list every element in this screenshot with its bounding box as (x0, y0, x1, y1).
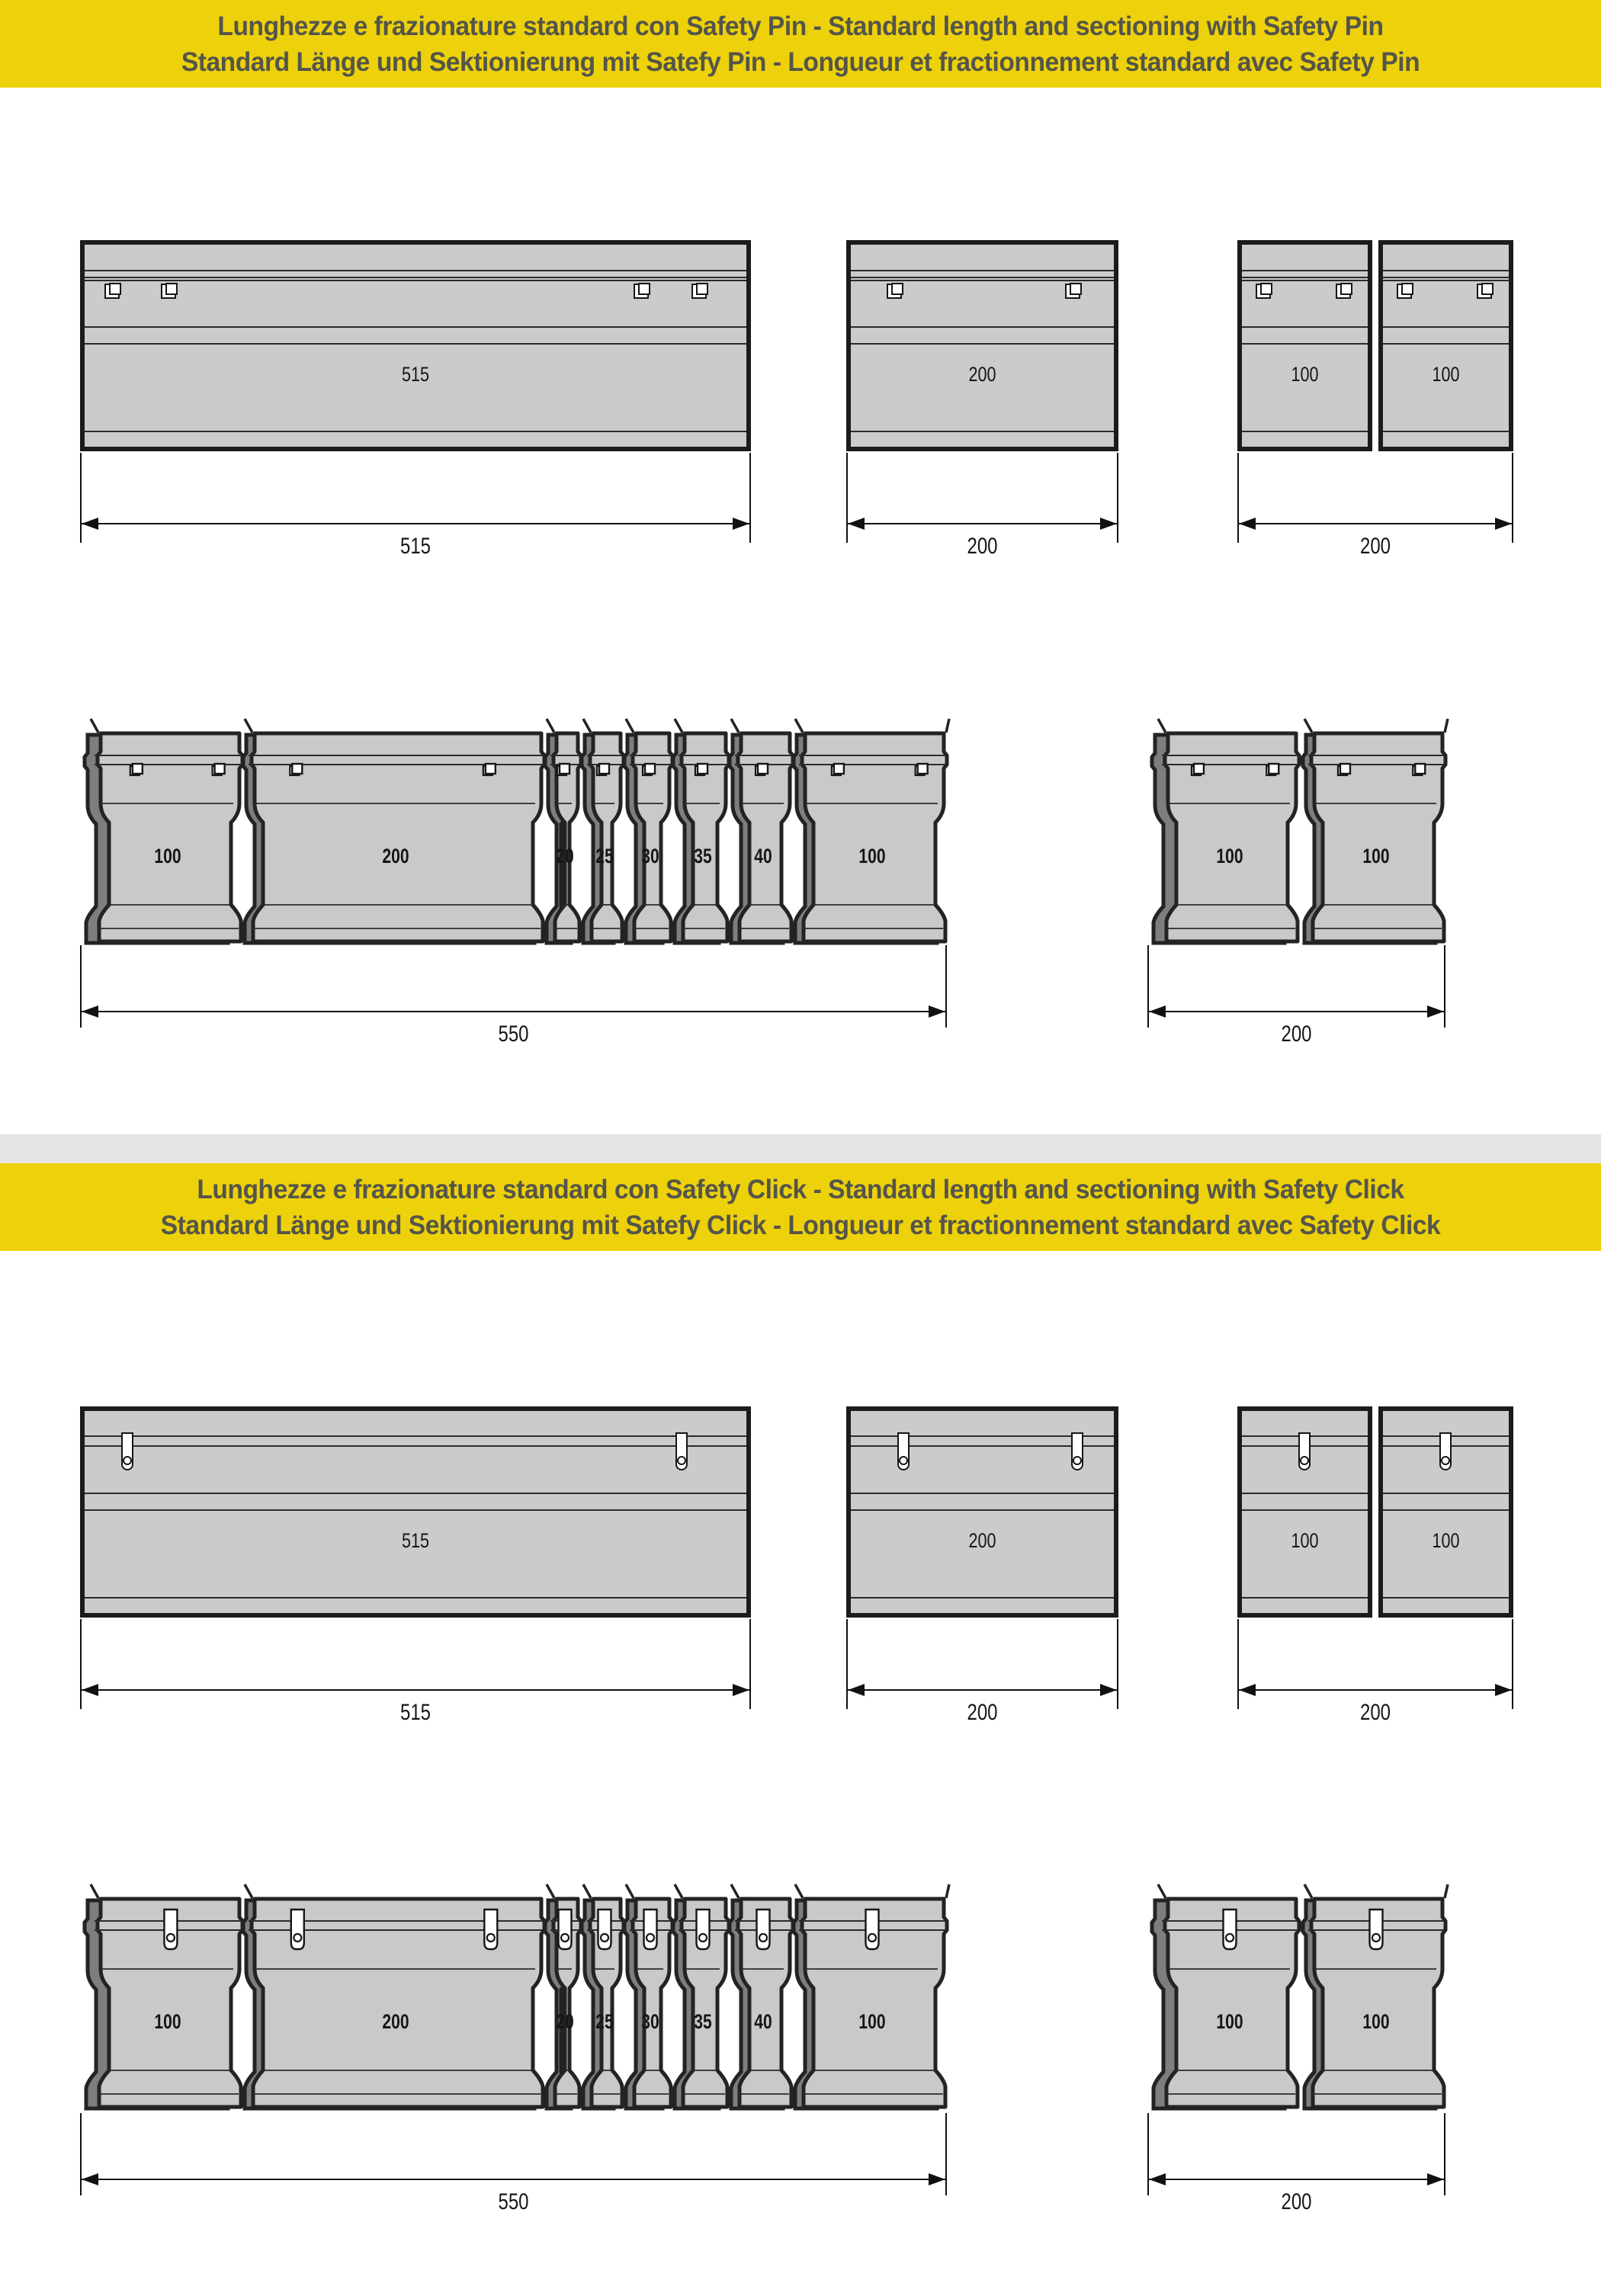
safety-pin-icon (695, 764, 707, 775)
safety-pin-icon (1070, 283, 1082, 295)
profile-group-550-click (93, 1896, 947, 2111)
dimension-line (848, 523, 1117, 524)
profile-segment-shape (586, 1896, 624, 2111)
safety-click-icon (1224, 1910, 1237, 1949)
banner-safety-click (0, 1163, 1601, 1251)
extension-line (1512, 1619, 1513, 1709)
dimension-515 (80, 453, 751, 567)
profile-segment-100 (797, 1896, 947, 2111)
dimension-label: 550 (498, 2189, 529, 2214)
profile-segment-100 (797, 730, 947, 945)
safety-pin-icon (1340, 283, 1352, 295)
profile-segment-shape (1160, 730, 1299, 945)
profile-line (851, 1597, 1114, 1599)
profile-line (851, 280, 1114, 281)
length-label: 100 (1432, 1529, 1460, 1552)
segment-length-label: 200 (382, 2010, 409, 2033)
dimension-label: 200 (1281, 1021, 1312, 1047)
banner-safety-pin (0, 0, 1601, 88)
profile-segment-shape (1160, 1896, 1299, 2111)
profile-segment-shape (93, 1896, 242, 2111)
safety-pin-icon (597, 764, 609, 775)
profile-line (851, 1509, 1114, 1511)
dimension-label: 515 (399, 1700, 432, 1725)
profile-segment-shape (1307, 730, 1445, 945)
profile-line (851, 326, 1114, 328)
extension-line (1512, 453, 1513, 543)
safety-pin-icon (1338, 764, 1350, 775)
safety-click-icon (1370, 1910, 1383, 1949)
profile-segment-200 (247, 730, 544, 945)
profile-line (1242, 431, 1368, 432)
banner-title-line2: Standard Länge und Sektionierung mit Satefy Pin - Longueur et fractionnement standard avec Safety Pin (181, 46, 1420, 77)
safety-pin-icon (638, 283, 650, 295)
profile-segment-20 (549, 1896, 581, 2111)
profile-line (851, 1493, 1114, 1494)
profile-segment-shape (93, 730, 242, 945)
profile-line (1242, 1493, 1368, 1494)
dimension-pair-200 (1237, 1619, 1513, 1733)
profile-segment-25 (586, 730, 624, 945)
banner-title-line1: Lunghezze e frazionature standard con Safety Pin - Standard length and sectioning with Safety Pin (217, 11, 1384, 41)
profile-line (1383, 431, 1509, 432)
profile-line (85, 277, 746, 278)
dimension-line (82, 1011, 945, 1012)
safety-pin-icon (643, 764, 655, 775)
segment-length-label: 20 (556, 2010, 574, 2033)
extension-line (945, 2113, 947, 2195)
front-view-block-100-right (1378, 1406, 1513, 1618)
safety-pin-icon (213, 764, 225, 775)
segment-length-label: 30 (641, 2010, 659, 2033)
safety-pin-icon (832, 764, 844, 775)
safety-pin-icon (696, 283, 708, 295)
profile-segment-shape (628, 1896, 672, 2111)
profile-line (851, 277, 1114, 278)
safety-pin-icon (130, 764, 143, 775)
length-label: 200 (968, 1529, 996, 1552)
safety-pin-icon (916, 764, 928, 775)
profile-segment-shape (733, 730, 793, 945)
profile-line (1242, 1597, 1368, 1599)
profile-segment-35 (677, 1896, 729, 2111)
profile-line (1242, 1509, 1368, 1511)
safety-click-icon (757, 1910, 770, 1949)
profile-segment-shape (797, 730, 947, 945)
profile-line (1242, 270, 1368, 271)
dimension-label: 515 (399, 534, 432, 559)
safety-pin-icon (1192, 764, 1204, 775)
profile-line (85, 1597, 746, 1599)
profile-segment-shape (628, 730, 672, 945)
extension-line (1117, 1619, 1118, 1709)
safety-click-icon (291, 1910, 304, 1949)
safety-click-icon (897, 1432, 910, 1470)
profile-segment-shape (733, 1896, 793, 2111)
profile-segment-30 (628, 730, 672, 945)
extension-line (945, 945, 947, 1028)
dimension-line (82, 1689, 749, 1691)
profile-line (1383, 1509, 1509, 1511)
dimension-pair-200 (1237, 453, 1513, 567)
safety-click-icon (866, 1910, 879, 1949)
front-view-block-100-right (1378, 240, 1513, 451)
extension-line (1444, 2113, 1445, 2195)
profile-line (1383, 1597, 1509, 1599)
safety-pin-icon (483, 764, 496, 775)
profile-line (1242, 343, 1368, 345)
profile-segment-100 (1307, 730, 1445, 945)
front-view-block-100-left (1237, 240, 1372, 451)
safety-pin-icon (1266, 764, 1279, 775)
segment-length-label: 100 (1216, 2010, 1243, 2033)
dimension-label: 200 (967, 534, 998, 559)
safety-pin-icon (1260, 283, 1272, 295)
dimension-200 (1147, 945, 1445, 1060)
dimension-line (82, 523, 749, 524)
profile-line (85, 1445, 746, 1447)
segment-length-label: 200 (382, 845, 409, 867)
profile-segment-25 (586, 1896, 624, 2111)
profile-line (85, 326, 746, 328)
length-label: 100 (1432, 363, 1460, 386)
safety-pin-icon (756, 764, 768, 775)
profile-segment-35 (677, 730, 729, 945)
dimension-line (848, 1689, 1117, 1691)
profile-segment-shape (549, 1896, 581, 2111)
profile-segment-40 (733, 730, 793, 945)
extension-line (749, 1619, 751, 1709)
profile-line (1242, 280, 1368, 281)
segment-length-label: 35 (694, 845, 712, 867)
length-label: 515 (401, 363, 430, 386)
safety-click-icon (1298, 1432, 1311, 1470)
profile-segment-200 (247, 1896, 544, 2111)
length-label: 200 (968, 363, 996, 386)
profile-segment-shape (549, 730, 581, 945)
front-view-block-515 (80, 1406, 751, 1618)
front-view-block-200 (846, 1406, 1118, 1618)
dimension-label: 550 (498, 1021, 529, 1047)
dimension-200 (846, 1619, 1118, 1733)
profile-segment-40 (733, 1896, 793, 2111)
profile-line (85, 343, 746, 345)
segment-length-label: 100 (154, 2010, 181, 2033)
dimension-200 (846, 453, 1118, 567)
dimension-550 (80, 945, 947, 1060)
dimension-line (82, 2179, 945, 2180)
segment-length-label: 40 (754, 2010, 772, 2033)
profile-line (85, 280, 746, 281)
profile-segment-100 (1307, 1896, 1445, 2111)
length-label: 100 (1291, 1529, 1319, 1552)
safety-click-icon (121, 1432, 133, 1470)
profile-line (1383, 343, 1509, 345)
dimension-label: 200 (1281, 2189, 1312, 2214)
safety-click-icon (559, 1910, 572, 1949)
dimension-label: 200 (1359, 534, 1391, 559)
safety-pin-icon (557, 764, 569, 775)
safety-pin-icon (290, 764, 302, 775)
segment-length-label: 100 (1362, 845, 1390, 867)
safety-click-icon (697, 1910, 710, 1949)
profile-group-550-pin (93, 730, 947, 945)
profile-line (1242, 277, 1368, 278)
profile-line (85, 1509, 746, 1511)
safety-click-icon (484, 1910, 497, 1949)
profile-segment-100 (93, 1896, 242, 2111)
safety-click-icon (644, 1910, 657, 1949)
profile-line (851, 431, 1114, 432)
dimension-label: 200 (967, 1700, 998, 1725)
profile-line (1383, 326, 1509, 328)
profile-segment-100 (1160, 730, 1299, 945)
profile-segment-shape (247, 1896, 544, 2111)
front-view-block-200 (846, 240, 1118, 451)
profile-line (1242, 326, 1368, 328)
profile-segment-shape (586, 730, 624, 945)
section-divider (0, 1134, 1601, 1163)
profile-group-200-click (1160, 1896, 1445, 2111)
profile-segment-shape (1307, 1896, 1445, 2111)
safety-pin-icon (1413, 764, 1425, 775)
segment-length-label: 100 (858, 845, 886, 867)
profile-segment-100 (1160, 1896, 1299, 2111)
safety-pin-icon (1481, 283, 1494, 295)
profile-line (85, 1435, 746, 1437)
profile-line (1383, 1493, 1509, 1494)
profile-segment-100 (93, 730, 242, 945)
profile-segment-shape (677, 1896, 729, 2111)
profile-line (85, 431, 746, 432)
dimension-label: 200 (1359, 1700, 1391, 1725)
banner-title-line1: Lunghezze e frazionature standard con Safety Click - Standard length and sectioning with Safety Click (197, 1174, 1404, 1204)
segment-length-label: 25 (595, 2010, 614, 2033)
extension-line (749, 453, 751, 543)
extension-line (1444, 945, 1445, 1028)
front-view-block-100-left (1237, 1406, 1372, 1618)
profile-line (1383, 277, 1509, 278)
safety-click-icon (598, 1910, 611, 1949)
segment-length-label: 30 (641, 845, 659, 867)
safety-click-icon (675, 1432, 688, 1470)
profile-segment-30 (628, 1896, 672, 2111)
safety-pin-icon (109, 283, 121, 295)
dimension-line (1239, 1689, 1512, 1691)
length-label: 515 (401, 1529, 430, 1552)
safety-pin-icon (1401, 283, 1413, 295)
profile-segment-20 (549, 730, 581, 945)
segment-length-label: 35 (694, 2010, 712, 2033)
profile-line (851, 270, 1114, 271)
profile-segment-shape (677, 730, 729, 945)
dimension-line (1149, 1011, 1444, 1012)
segment-length-label: 100 (1362, 2010, 1390, 2033)
front-view-block-515 (80, 240, 751, 451)
length-label: 100 (1291, 363, 1319, 386)
segment-length-label: 100 (858, 2010, 886, 2033)
segment-length-label: 25 (595, 845, 614, 867)
profile-line (85, 1493, 746, 1494)
segment-length-label: 100 (1216, 845, 1243, 867)
profile-group-200-pin (1160, 730, 1445, 945)
profile-segment-shape (247, 730, 544, 945)
dimension-550 (80, 2113, 947, 2227)
profile-line (1383, 270, 1509, 271)
dimension-line (1239, 523, 1512, 524)
profile-line (1383, 280, 1509, 281)
safety-click-icon (164, 1910, 177, 1949)
profile-segment-shape (797, 1896, 947, 2111)
segment-length-label: 100 (154, 845, 181, 867)
safety-click-icon (1439, 1432, 1452, 1470)
banner-title-line2: Standard Länge und Sektionierung mit Satefy Click - Longueur et fractionnement standard avec Safety Click (160, 1210, 1441, 1240)
safety-pin-icon (165, 283, 178, 295)
dimension-515 (80, 1619, 751, 1733)
profile-line (851, 343, 1114, 345)
segment-length-label: 40 (754, 845, 772, 867)
dimension-line (1149, 2179, 1444, 2180)
safety-click-icon (1071, 1432, 1083, 1470)
dimension-200 (1147, 2113, 1445, 2227)
safety-pin-icon (891, 283, 903, 295)
extension-line (1117, 453, 1118, 543)
profile-line (85, 270, 746, 271)
segment-length-label: 20 (556, 845, 574, 867)
